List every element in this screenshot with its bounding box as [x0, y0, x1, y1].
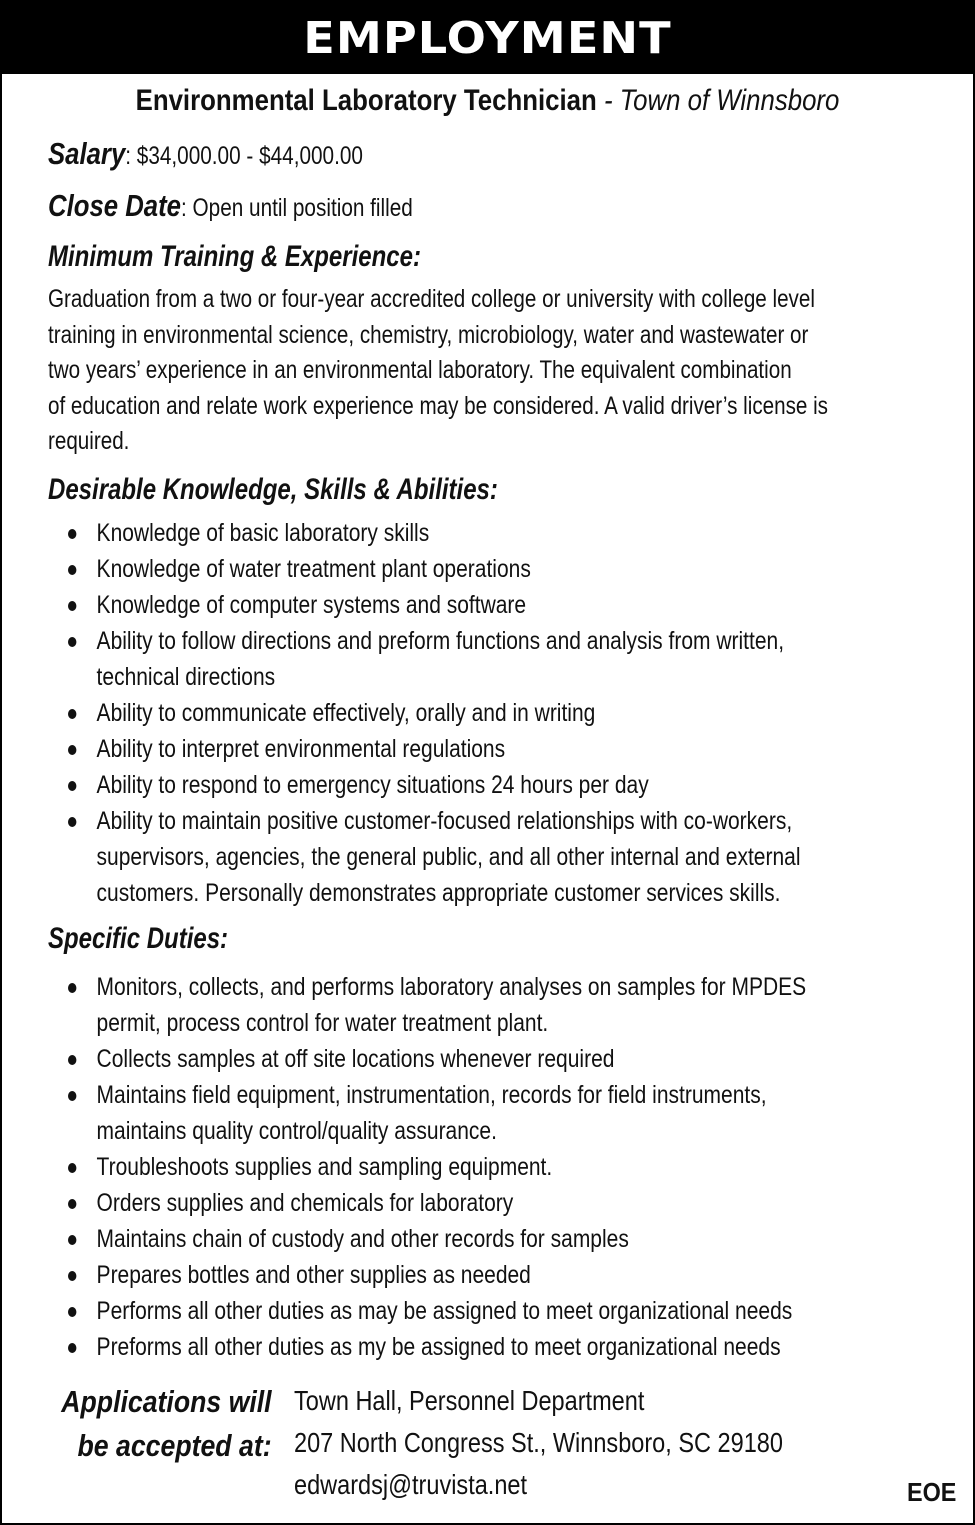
- salary-label: Salary: [48, 136, 126, 171]
- salary-value: : $34,000.00 - $44,000.00: [125, 142, 363, 170]
- list-item-line: Troubleshoots supplies and sampling equipment.: [96, 1153, 553, 1181]
- bullet-icon: [68, 637, 76, 647]
- list-item-line: Ability to respond to emergency situations 24 hours per day: [96, 771, 649, 799]
- list-item: [68, 1221, 908, 1257]
- list-item-line: Prepares bottles and other supplies as needed: [96, 1261, 531, 1289]
- list-item-line: customers. Personally demonstrates appropriate customer services skills.: [96, 879, 781, 907]
- job-title-line: [70, 84, 905, 118]
- bullet-icon: [68, 1091, 76, 1101]
- bullet-icon: [68, 1271, 76, 1281]
- bullet-icon: [68, 1199, 76, 1209]
- bullet-icon: [68, 1055, 76, 1065]
- bullet-icon: [68, 1307, 76, 1317]
- close-date-label: Close Date: [48, 188, 181, 223]
- list-item: [68, 1077, 908, 1149]
- list-item-line: Preforms all other duties as my be assigned to meet organizational needs: [96, 1333, 781, 1361]
- list-item-line: Ability to communicate effectively, orally and in writing: [96, 699, 596, 727]
- list-item: [68, 1041, 908, 1077]
- list-item-line: Ability to maintain positive customer-focused relationships with co-workers,: [96, 807, 793, 835]
- list-item: [68, 623, 908, 695]
- bullet-icon: [68, 709, 76, 719]
- training-paragraph: [48, 282, 947, 460]
- ksa-heading: Desirable Knowledge, Skills & Abilities:: [48, 473, 498, 506]
- list-item: [68, 551, 908, 587]
- employer-name: - Town of Winnsboro: [603, 84, 840, 117]
- list-item-line: maintains quality control/quality assurance.: [96, 1117, 497, 1145]
- applications-label: [48, 1380, 272, 1468]
- list-item: [68, 969, 908, 1041]
- list-item-line: Knowledge of basic laboratory skills: [96, 519, 430, 547]
- list-item: [68, 1257, 908, 1293]
- applications-label-line: Applications will: [61, 1384, 272, 1419]
- bullet-icon: [68, 601, 76, 611]
- training-line: of education and relate work experience may be considered. A valid driver’s license is: [48, 391, 828, 420]
- list-item: [68, 1149, 908, 1185]
- list-item-line: Collects samples at off site locations whenever required: [96, 1045, 615, 1073]
- training-line: training in environmental science, chemistry, microbiology, water and wastewater or: [48, 320, 809, 349]
- training-line: required.: [48, 427, 130, 455]
- job-title: Environmental Laboratory Technician: [135, 84, 597, 117]
- list-item-line: supervisors, agencies, the general public, and all other internal and external: [96, 843, 801, 871]
- list-item-line: Performs all other duties as may be assigned to meet organizational needs: [96, 1297, 793, 1325]
- list-item-line: Maintains field equipment, instrumentation, records for field instruments,: [96, 1081, 767, 1109]
- close-date-line: [48, 188, 413, 224]
- training-line: Graduation from a two or four-year accredited college or university with college level: [48, 285, 815, 313]
- contact-email: edwardsj@truvista.net: [294, 1469, 528, 1500]
- header-banner: [2, 2, 973, 74]
- address-street: 207 North Congress St., Winnsboro, SC 29180: [294, 1427, 783, 1458]
- ksa-list: [68, 515, 908, 911]
- address-office: Town Hall, Personnel Department: [294, 1385, 645, 1416]
- list-item-line: Knowledge of computer systems and software: [96, 591, 527, 619]
- list-item-line: Ability to interpret environmental regulations: [96, 735, 506, 763]
- duties-heading: Specific Duties:: [48, 922, 229, 955]
- bullet-icon: [68, 565, 76, 575]
- list-item: [68, 695, 908, 731]
- list-item-line: Monitors, collects, and performs laboratory analyses on samples for MPDES: [96, 973, 807, 1001]
- training-heading: Minimum Training & Experience:: [48, 240, 421, 273]
- list-item-line: Knowledge of water treatment plant operations: [96, 555, 531, 583]
- bullet-icon: [68, 1235, 76, 1245]
- bullet-icon: [68, 1343, 76, 1353]
- duties-list: [68, 969, 908, 1365]
- banner-title: EMPLOYMENT: [303, 12, 672, 64]
- list-item: [68, 1185, 908, 1221]
- list-item-line: technical directions: [96, 663, 276, 691]
- bullet-icon: [68, 1163, 76, 1173]
- training-line: two years’ experience in an environmental laboratory. The equivalent combination: [48, 356, 792, 384]
- bullet-icon: [68, 745, 76, 755]
- list-item-line: Maintains chain of custody and other records for samples: [96, 1225, 629, 1253]
- list-item: [68, 1329, 908, 1365]
- applications-address: [294, 1380, 882, 1506]
- list-item-line: Ability to follow directions and preform functions and analysis from written,: [96, 627, 785, 655]
- list-item: [68, 515, 908, 551]
- list-item-line: permit, process control for water treatment plant.: [96, 1009, 549, 1037]
- list-item-line: Orders supplies and chemicals for laboratory: [96, 1189, 514, 1217]
- eoe-label: EOE: [907, 1477, 957, 1507]
- list-item: [68, 767, 908, 803]
- bullet-icon: [68, 781, 76, 791]
- bullet-icon: [68, 529, 76, 539]
- bullet-icon: [68, 983, 76, 993]
- bullet-icon: [68, 817, 76, 827]
- list-item: [68, 1293, 908, 1329]
- salary-line: [48, 136, 363, 172]
- list-item: [68, 587, 908, 623]
- close-date-value: : Open until position filled: [180, 194, 413, 222]
- list-item: [68, 803, 908, 911]
- list-item: [68, 731, 908, 767]
- applications-label-line: be accepted at:: [77, 1428, 272, 1463]
